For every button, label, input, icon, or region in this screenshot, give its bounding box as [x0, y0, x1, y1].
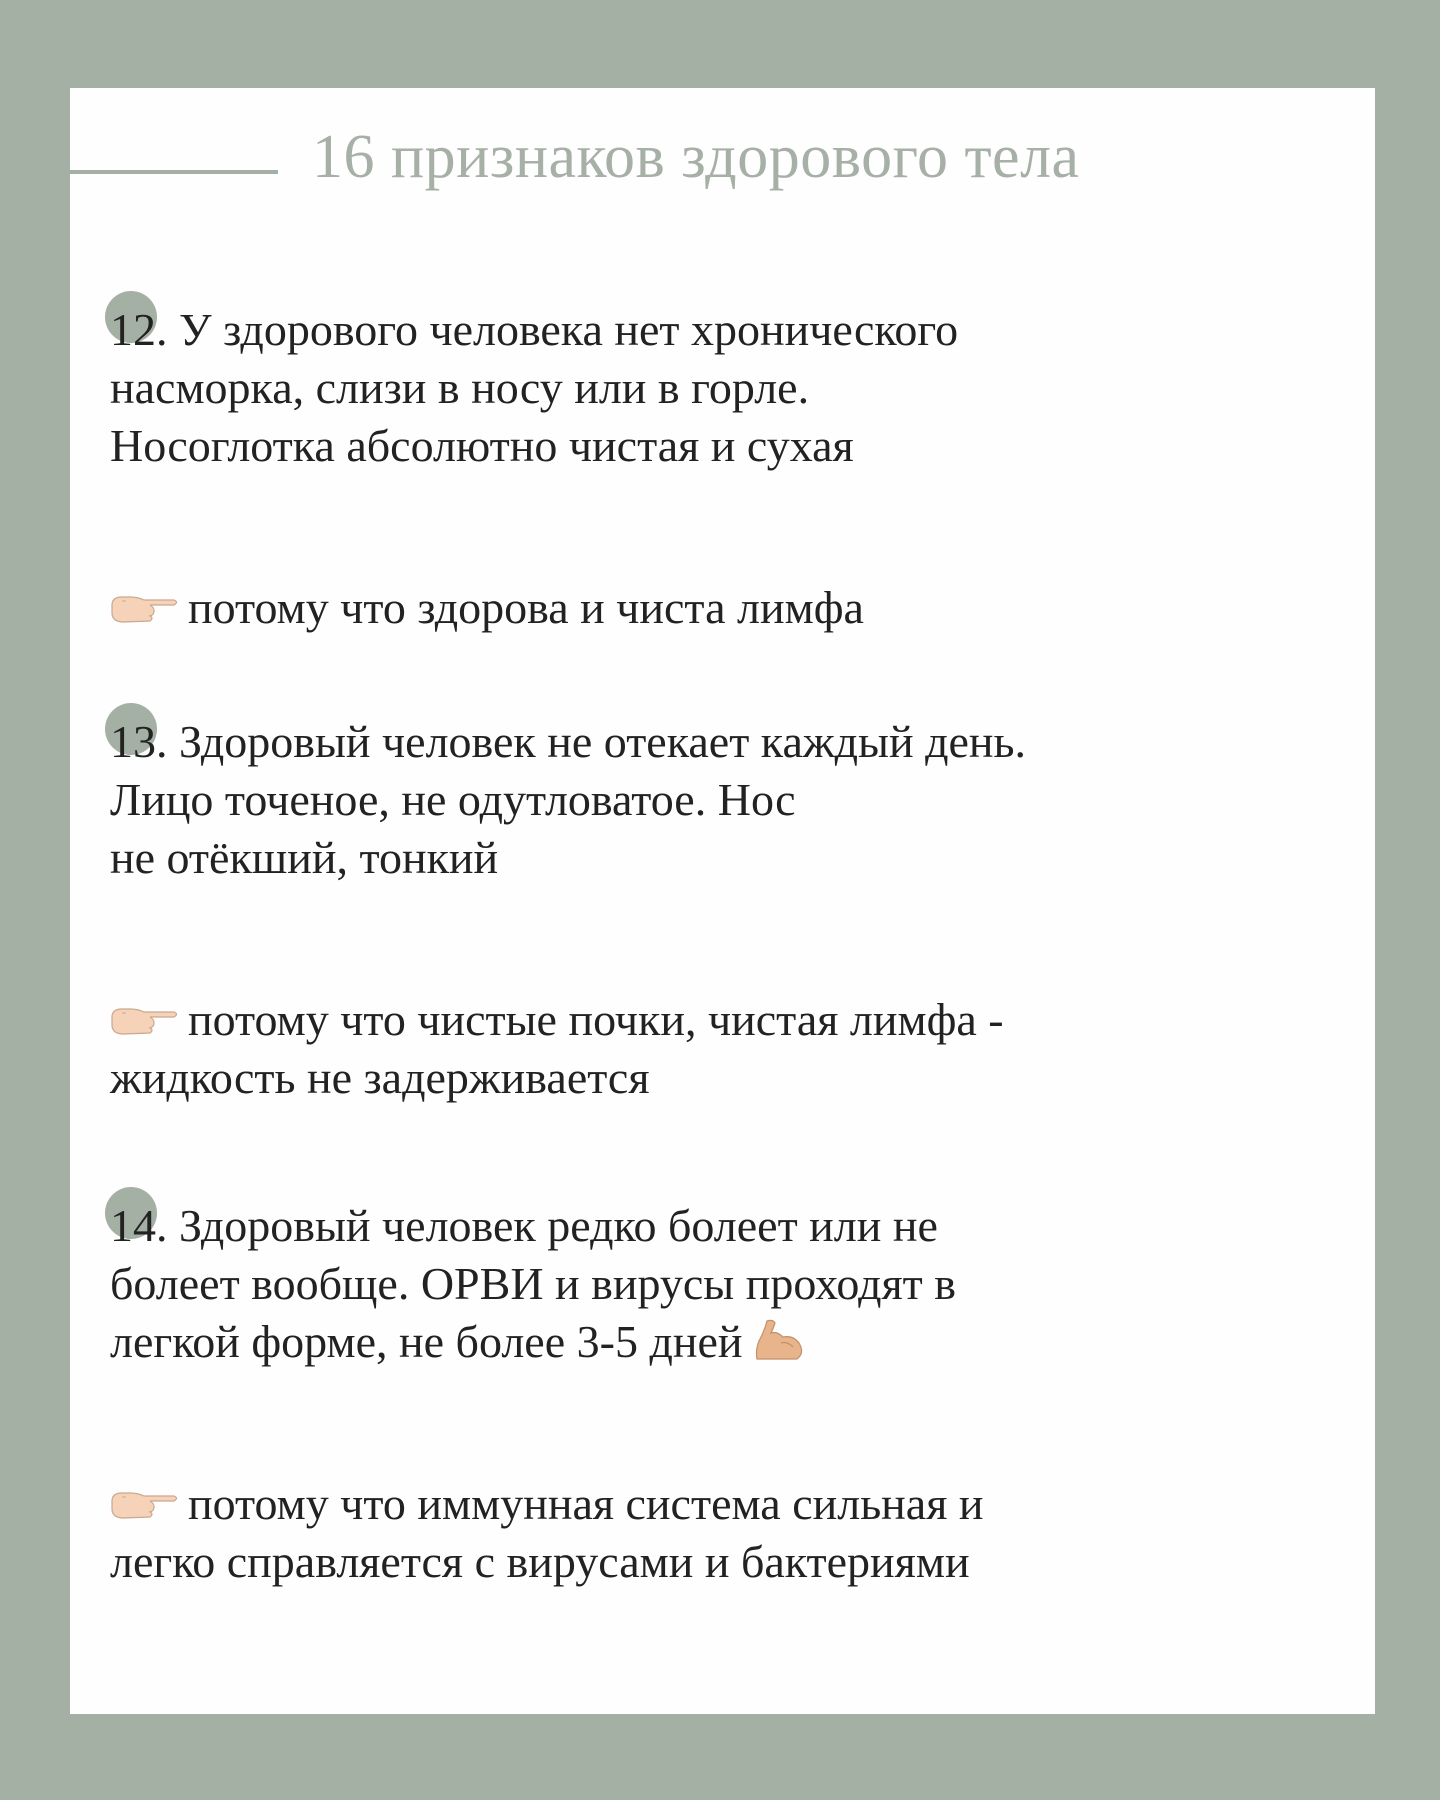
item-text-line: 13. Здоровый человек не отекает каждый день.	[110, 713, 1355, 771]
reason-text: потому что иммунная система сильная и	[188, 1478, 984, 1529]
reason-12	[110, 579, 1355, 637]
item-number: 14	[110, 1200, 156, 1251]
item-text-line: не отёкший, тонкий	[110, 832, 499, 883]
item-12	[110, 301, 1355, 475]
item-number: 12	[110, 304, 156, 355]
item-text-line: 14. Здоровый человек редко болеет или не	[110, 1197, 1355, 1255]
item-text-line: 12. У здорового человека нет хронического	[110, 301, 1355, 359]
content-card	[70, 88, 1375, 1714]
item-13	[110, 713, 1355, 887]
pointing-hand-icon	[110, 1003, 188, 1037]
item-text: легкой форме, не более 3-5 дней	[110, 1316, 743, 1367]
item-text: Здоровый человек редко болеет или не	[179, 1200, 938, 1251]
item-text-line	[110, 1313, 1355, 1371]
item-text: Здоровый человек не отекает каждый день.	[179, 716, 1027, 767]
title-rule	[70, 170, 278, 174]
reason-text: потому что здорова и чиста лимфа	[188, 582, 864, 633]
item-number-badge	[110, 713, 156, 771]
item-14	[110, 1197, 1355, 1371]
pointing-hand-icon	[110, 591, 188, 625]
reason-text: легко справляется с вирусами и бактериями	[110, 1536, 970, 1587]
item-text-line: насморка, слизи в носу или в горле.	[110, 362, 810, 413]
page-title: 16 признаков здорового тела	[312, 123, 1080, 191]
item-text: У здорового человека нет хронического	[179, 304, 959, 355]
reason-text: жидкость не задерживается	[110, 1052, 650, 1103]
item-number-badge	[110, 1197, 156, 1255]
item-text-line: Лицо точеное, не одутловатое. Нос	[110, 774, 796, 825]
item-number-badge	[110, 301, 156, 359]
item-number: 13	[110, 716, 156, 767]
item-text-line: Носоглотка абсолютно чистая и сухая	[110, 420, 854, 471]
reason-text: потому что чистые почки, чистая лимфа -	[188, 994, 1004, 1045]
reason-14	[110, 1475, 1355, 1591]
item-text-line: болеет вообще. ОРВИ и вирусы проходят в	[110, 1258, 956, 1309]
pointing-hand-icon	[110, 1487, 188, 1521]
flexed-biceps-icon	[751, 1317, 807, 1363]
reason-13	[110, 991, 1355, 1107]
